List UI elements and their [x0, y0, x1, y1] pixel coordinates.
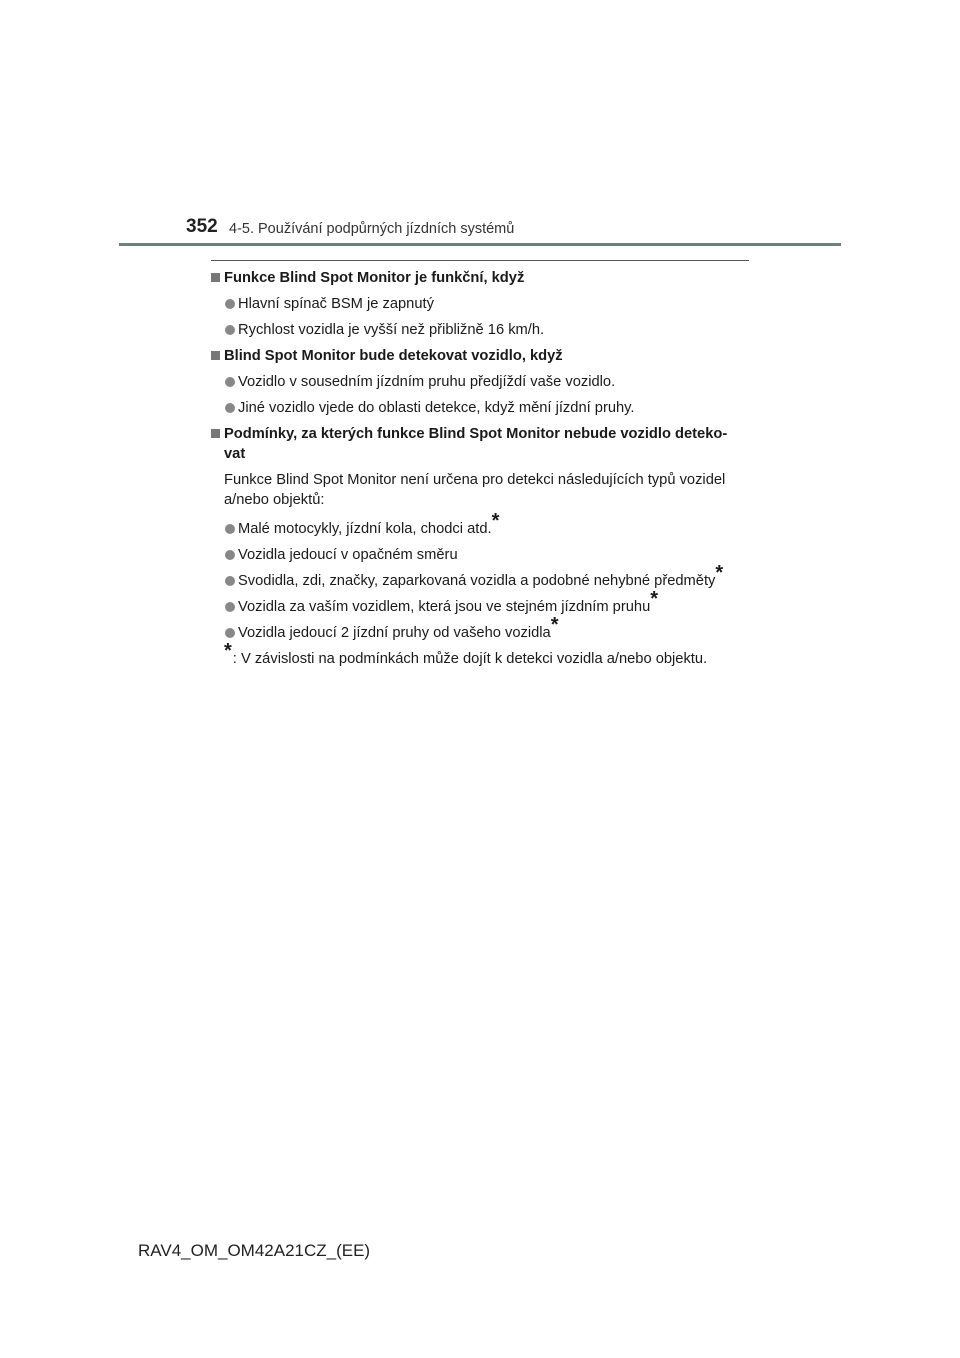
round-bullet-icon — [225, 602, 235, 612]
list-item: Vozidla jedoucí 2 jízdní pruhy od vašeho vozidla* — [210, 623, 755, 643]
footnote-marker: * — [650, 588, 659, 610]
section-heading-1: Funkce Blind Spot Monitor je funkční, když — [210, 268, 755, 288]
list-item: Vozidla jedoucí v opačném směru — [210, 545, 755, 565]
section-heading-3: Podmínky, za kterých funkce Blind Spot Monitor nebude vozidlo deteko- vat — [210, 424, 755, 464]
section-paragraph: Funkce Blind Spot Monitor není určena pro detekci následujících typů vozidel a/nebo objektů: — [224, 472, 726, 508]
round-bullet-icon — [225, 576, 235, 586]
round-bullet-icon — [225, 403, 235, 413]
round-bullet-icon — [225, 550, 235, 560]
section-rule — [211, 260, 749, 261]
list-item: Hlavní spínač BSM je zapnutý — [210, 294, 755, 314]
square-bullet-icon — [211, 351, 220, 360]
list-item: Rychlost vozidla je vyšší než přibližně 16 km/h. — [210, 320, 755, 340]
page-content — [210, 268, 755, 669]
list-item: Vozidlo v sousedním jízdním pruhu předjíždí vaše vozidlo. — [210, 372, 755, 392]
list-item: Vozidla za vaším vozidlem, která jsou ve stejném jízdním pruhu* — [210, 597, 755, 617]
footnote-marker: * — [715, 562, 724, 584]
square-bullet-icon — [211, 429, 220, 438]
round-bullet-icon — [225, 299, 235, 309]
round-bullet-icon — [225, 628, 235, 638]
header-rule — [119, 243, 841, 246]
page-number: 352 — [186, 216, 218, 237]
chapter-title: 4-5. Používání podpůrných jízdních systémů — [229, 221, 515, 237]
document-code: RAV4_OM_OM42A21CZ_(EE) — [138, 1241, 371, 1260]
footnote-marker: * — [224, 640, 232, 662]
list-item: Jiné vozidlo vjede do oblasti detekce, když mění jízdní pruhy. — [210, 398, 755, 418]
round-bullet-icon — [225, 377, 235, 387]
footnote: *: V závislosti na podmínkách může dojít k detekci vozidla a/nebo objektu. — [224, 640, 708, 667]
footnote-marker: * — [550, 614, 559, 636]
section-heading-2: Blind Spot Monitor bude detekovat vozidlo, když — [210, 346, 755, 366]
round-bullet-icon — [225, 524, 235, 534]
list-item: Malé motocykly, jízdní kola, chodci atd.* — [210, 519, 755, 539]
round-bullet-icon — [225, 325, 235, 335]
list-item: Svodidla, zdi, značky, zaparkovaná vozidla a podobné nehybné předměty* — [210, 571, 755, 591]
square-bullet-icon — [211, 273, 220, 282]
footnote-marker: * — [491, 510, 500, 532]
